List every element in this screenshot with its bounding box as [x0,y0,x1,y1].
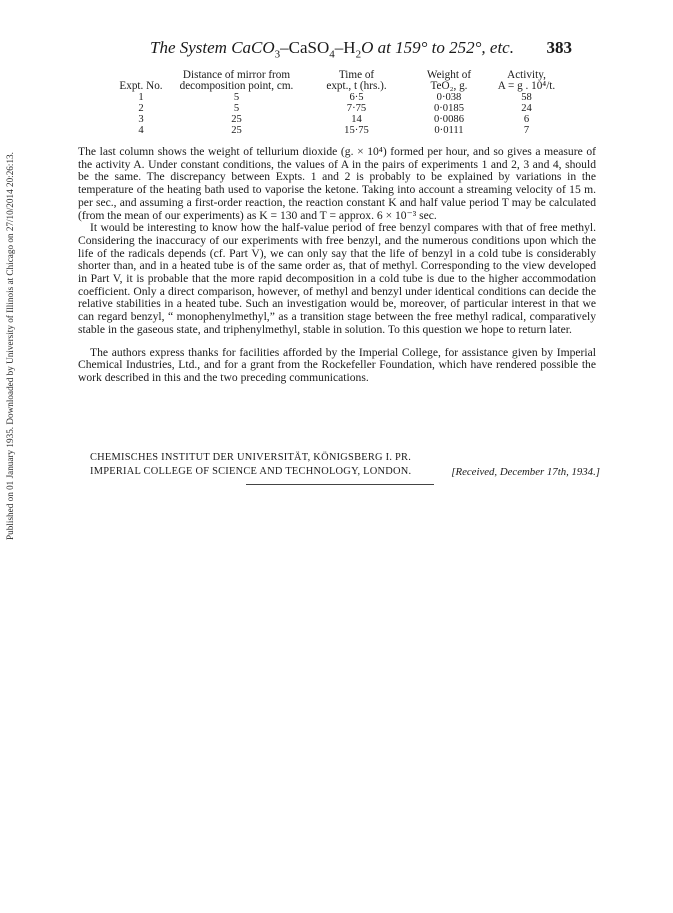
paragraph-benzyl-comparison: It would be interesting to know how the half-value period of free benzyl compares with that of free methyl. Considering the inaccuracy of our experiments with free benzyl, and the numerous conditions upon which the life of the radicals depends (cf. Part V), we can only say that the life of benzyl in a cold tube is considerably shorter than, and in a heated tube is of the same order as, that of methyl. Corresponding to the view developed in Part V, it is probable that the more rapid decomposition in a cold tube is due to the higher accommodation coefficient. Only a direct comparison, however, of methyl and benzyl under identical conditions can decide the relative stabilities in a heated tube. Such an investigation would be, moreover, of particular interest in that we can regard benzyl, “ monophenylmethyl,” as a transition stage between the free methyl radical, comparatively stable in the gaseous state, and triphenylmethyl, stable in solution. To this question we hope to return later. [78,221,596,336]
received-date: [Received, December 17th, 1934.] [451,466,600,478]
title-sub-3: 2 [355,48,362,61]
table-header-cell: A = g . 10⁴/t. [497,80,556,92]
title-sub-2: 4 [329,48,335,61]
table-header-row [113,81,564,92]
table-cell: 7·75 [346,103,367,114]
table-header-cell: Distance of mirror from [182,69,291,81]
table-header-cell: Weight of [426,69,472,81]
download-notice [2,118,18,574]
running-title [150,38,514,60]
table-cell: 24 [521,103,532,114]
page-number: 383 [546,38,572,57]
table-cell: 0·0185 [433,103,464,114]
table-cell: 15·75 [344,125,369,136]
table-row [113,114,564,125]
table-cell: 1 [138,92,144,103]
table-cell: 58 [521,92,532,103]
table-header-cell: expt., t (hrs.). [326,80,387,92]
table-row [113,125,564,136]
table-cell: 5 [233,92,240,103]
affiliation-imperial [90,466,600,477]
table-cell: 4 [138,125,144,136]
table-cell: 25 [231,114,242,125]
table-cell: 0·0111 [434,125,464,136]
table-header-cell: Time of [338,69,375,81]
title-part-1: The System CaCO [150,38,275,57]
table-row [113,92,564,103]
table-cell: 25 [231,125,242,136]
results-table [113,70,564,136]
table-cell: 5 [233,103,240,114]
title-sub-1: 3 [274,48,281,61]
table-header-cell: TeO₂, g. [430,80,468,92]
affiliation-konigsberg: CHEMISCHES INSTITUT DER UNIVERSITÄT, KÖNIGSBERG I. PR. [90,452,412,463]
table-cell: 0·0086 [433,114,464,125]
table-cell: 3 [138,114,144,125]
end-rule [246,484,434,485]
table-cell: 6 [523,114,530,125]
title-part-3: –H [334,38,356,57]
page-header [150,38,590,60]
table-header-cell: Activity, [507,69,546,81]
body-text [78,146,596,385]
table-cell: 0·038 [436,92,462,103]
table-cell: 2 [138,103,144,114]
table-cell: 6·5 [349,92,364,103]
title-part-4: O at 159° to 252°, etc. [361,38,514,57]
affiliation-imperial-text: IMPERIAL COLLEGE OF SCIENCE AND TECHNOLOGY, LONDON. [90,466,412,477]
table-cell: 7 [523,125,530,136]
download-notice-text: Published on 01 January 1935. Downloaded by University of Illinois at Chicago on 27/10/2014 20:26:13. [5,152,16,540]
title-part-2: –CaSO [280,38,330,57]
paragraph-acknowledgements: The authors express thanks for facilities afforded by the Imperial College, for assistance given by Imperial Chemical Industries, Ltd., and for a grant from the Rockefeller Foundation, which have rendered possible the work described in this and the two preceding communications. [78,345,596,384]
table-header-cell: decomposition point, cm. [179,80,294,92]
table-row [113,103,564,114]
table-header-cell: Expt. No. [119,80,163,92]
table-cell: 14 [351,114,362,125]
paragraph-results: The last column shows the weight of tellurium dioxide (g. × 10⁴) formed per hour, and so gives a measure of the activity A. Under constant conditions, the values of A in the pairs of experiments 1 and 2, 3 and 4, should be the same. The discrepancy between Expts. 1 and 2 is probably to be explained by variations in the temperature of the heating bath used to vaporise the ketone. Taking into account a streaming velocity of 15 m. per sec., and assuming a first-order reaction, the reaction constant K and half value period T may be calculated (from the mean of our experiments) as K = 130 and T = approx. 6 × 10⁻³ sec. [78,145,596,222]
